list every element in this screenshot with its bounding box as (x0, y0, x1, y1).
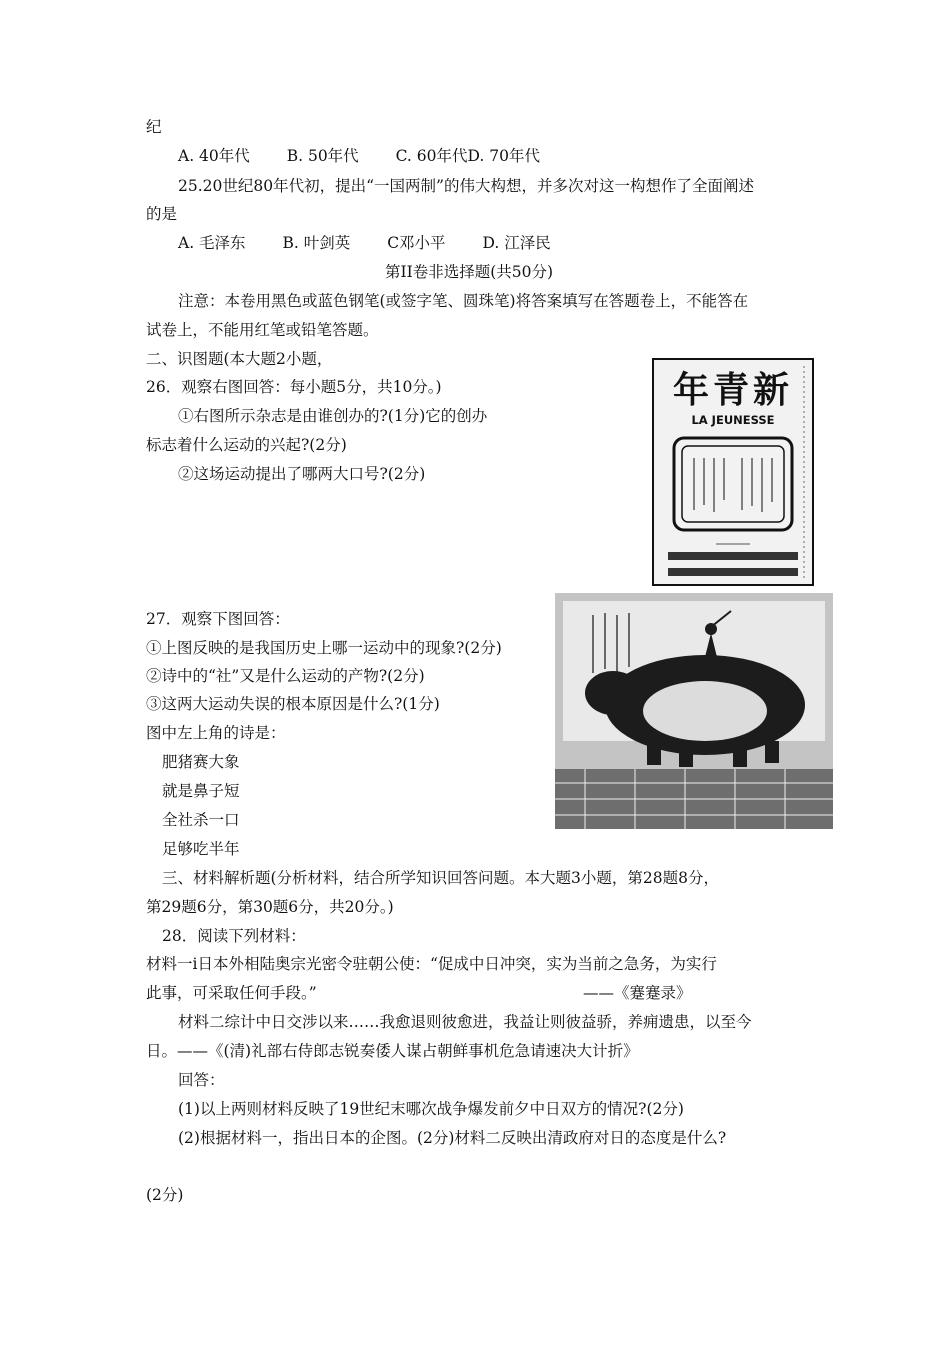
poem-line: 就是鼻子短 (162, 782, 240, 800)
magazine-subtitle: LA JEUNESSE (691, 413, 775, 427)
note-cont: 试卷上，不能用红笔或铅笔答题。 (146, 321, 379, 339)
part-heading: 二、识图题(本大题2小题， (146, 350, 333, 368)
q27-sub1: ①上图反映的是我国历史上哪一运动中的现象?(2分) (146, 639, 502, 657)
q28-sub1: (1)以上两则材料反映了19世纪末哪次战争爆发前夕中日双方的情况?(2分) (178, 1100, 684, 1118)
q27-stem: 27．观察下图回答： (146, 610, 290, 628)
q27-sub2: ②诗中的“社”又是什么运动的产物?(2分) (146, 667, 425, 685)
poem-intro: 图中左上角的诗是： (146, 724, 286, 742)
q25-stem: 25.20世纪80年代初，提出“一国两制”的伟大构想，并多次对这一构想作了全面阐述 (178, 177, 754, 195)
option-a: A. 毛泽东 (178, 234, 246, 252)
option-b: B. 叶剑英 (282, 234, 351, 252)
poem-line: 足够吃半年 (162, 840, 240, 858)
q26-sub1-cont: 标志着什么运动的兴起?(2分) (146, 436, 347, 454)
part-heading: 三、材料解析题(分析材料，结合所学知识回答问题。本大题3小题，第28题8分， (162, 869, 719, 887)
material-1: 材料一i日本外相陆奥宗光密令驻朝公使：“促成中日冲突，实为当前之急务，为实行 (146, 955, 717, 973)
q26-sub2: ②这场运动提出了哪两大口号?(2分) (178, 465, 426, 483)
q26-sub1: ①右图所示杂志是由谁创办的?(1分)它的创办 (178, 407, 488, 425)
q27-sub3: ③这两大运动失误的根本原因是什么?(1分) (146, 695, 440, 713)
text-line: 纪 (146, 118, 162, 136)
section-title: 第II卷非选择题(共50分) (385, 263, 554, 281)
poem-line: 肥猪赛大象 (162, 753, 240, 771)
q25-stem-cont: 的是 (146, 205, 178, 223)
option-c: C. 60年代D. 70年代 (395, 147, 540, 165)
magazine-title: 年青新 (672, 369, 794, 411)
material-2-cont: 日。——《(清)礼部右侍郎志锐奏倭人谋占朝鲜事机危急请速决大计折》 (146, 1042, 639, 1060)
option-a: A. 40年代 (178, 147, 250, 165)
q25-options (178, 233, 551, 253)
new-youth-magazine-image (652, 358, 814, 586)
option-b: B. 50年代 (286, 147, 359, 165)
material-2: 材料二综计中日交涉以来……我愈退则彼愈进，我益让则彼益骄，养痈遗患，以至今 (178, 1013, 752, 1031)
answer-label: 回答： (178, 1071, 225, 1089)
q26-stem: 26．观察右图回答：每小题5分，共10分。) (146, 378, 442, 396)
material-1-source: ——《蹇蹇录》 (583, 984, 692, 1002)
q28-sub2: (2)根据材料一，指出日本的企图。(2分)材料二反映出清政府对日的态度是什么? (178, 1129, 727, 1147)
q28-stem: 28．阅读下列材料： (162, 927, 306, 945)
material-1-cont: 此事，可采取任何手段。” (146, 984, 317, 1002)
q28-sub2-points: (2分) (146, 1186, 184, 1204)
q24-options (178, 146, 540, 166)
option-d: D. 江泽民 (482, 234, 551, 252)
magazine-cover-drawing (654, 360, 812, 584)
note: 注意：本卷用黑色或蓝色钢笔(或签字笔、圆珠笔)将答案填写在答题卷上，不能答在 (178, 292, 749, 310)
fat-pig-cartoon-image (555, 593, 833, 829)
poem-line: 全社杀一口 (162, 811, 240, 829)
part-heading-cont: 第29题6分，第30题6分，共20分。) (146, 898, 394, 916)
option-c: C邓小平 (387, 234, 446, 252)
pig-cartoon-drawing (555, 593, 833, 829)
